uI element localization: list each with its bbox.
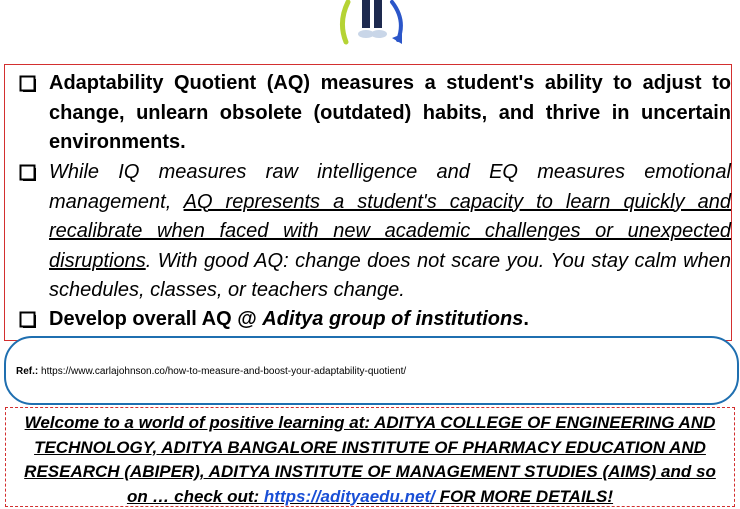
aq-capacity-underlined: AQ represents a student's capacity to learn quickly and recalibrate when faced with new academic challenges or unexpected disruptions [49,190,731,272]
aq-definition-text: Adaptability Quotient (AQ) measures a student's ability to adjust to change, unlearn obsolete (outdated) habits, and thrive in uncertain environments. [49,72,731,153]
aq-definition-box [4,64,732,341]
checkbox-bullet-icon [19,164,37,182]
aditya-website-link[interactable]: https://adityaedu.net/ [263,486,435,506]
checkbox-bullet-icon [19,75,37,93]
welcome-message: Welcome to a world of positive learning at: ADITYA COLLEGE OF ENGINEERING AND TECHNOLOGY, ADITYA BANGALORE INSTITUTE OF PHARMACY EDUCATION AND RESEARCH (ABIPER), ADITYA INSTITUTE OF MANAGEMENT STUDIES (AIMS) and so on … check out: [24,413,716,506]
iq-eq-aq-comparison-text [49,158,731,306]
checkbox-bullet-icon [19,311,37,329]
reference-box [4,336,739,405]
develop-aq-prefix: Develop overall AQ @ [49,308,263,330]
develop-aq-text [49,305,731,335]
develop-aq-period: . [523,308,529,330]
welcome-suffix: FOR MORE DETAILS! [434,486,614,506]
good-aq-text: . With good AQ: change does not scare you. You stay calm when schedules, classes, or teachers change. [49,249,731,301]
person-illustration-icon [330,0,420,48]
reference-line [16,366,406,377]
comparison-intro: While IQ measures raw intelligence and EQ measures emotional management, [49,161,731,213]
reference-label: Ref.: [16,366,39,377]
welcome-box [5,407,735,507]
institution-name: Aditya group of institutions [262,308,524,330]
reference-url[interactable]: https://www.carlajohnson.co/how-to-measure-and-boost-your-adaptability-quotient/ [38,366,407,377]
welcome-text [16,411,724,509]
